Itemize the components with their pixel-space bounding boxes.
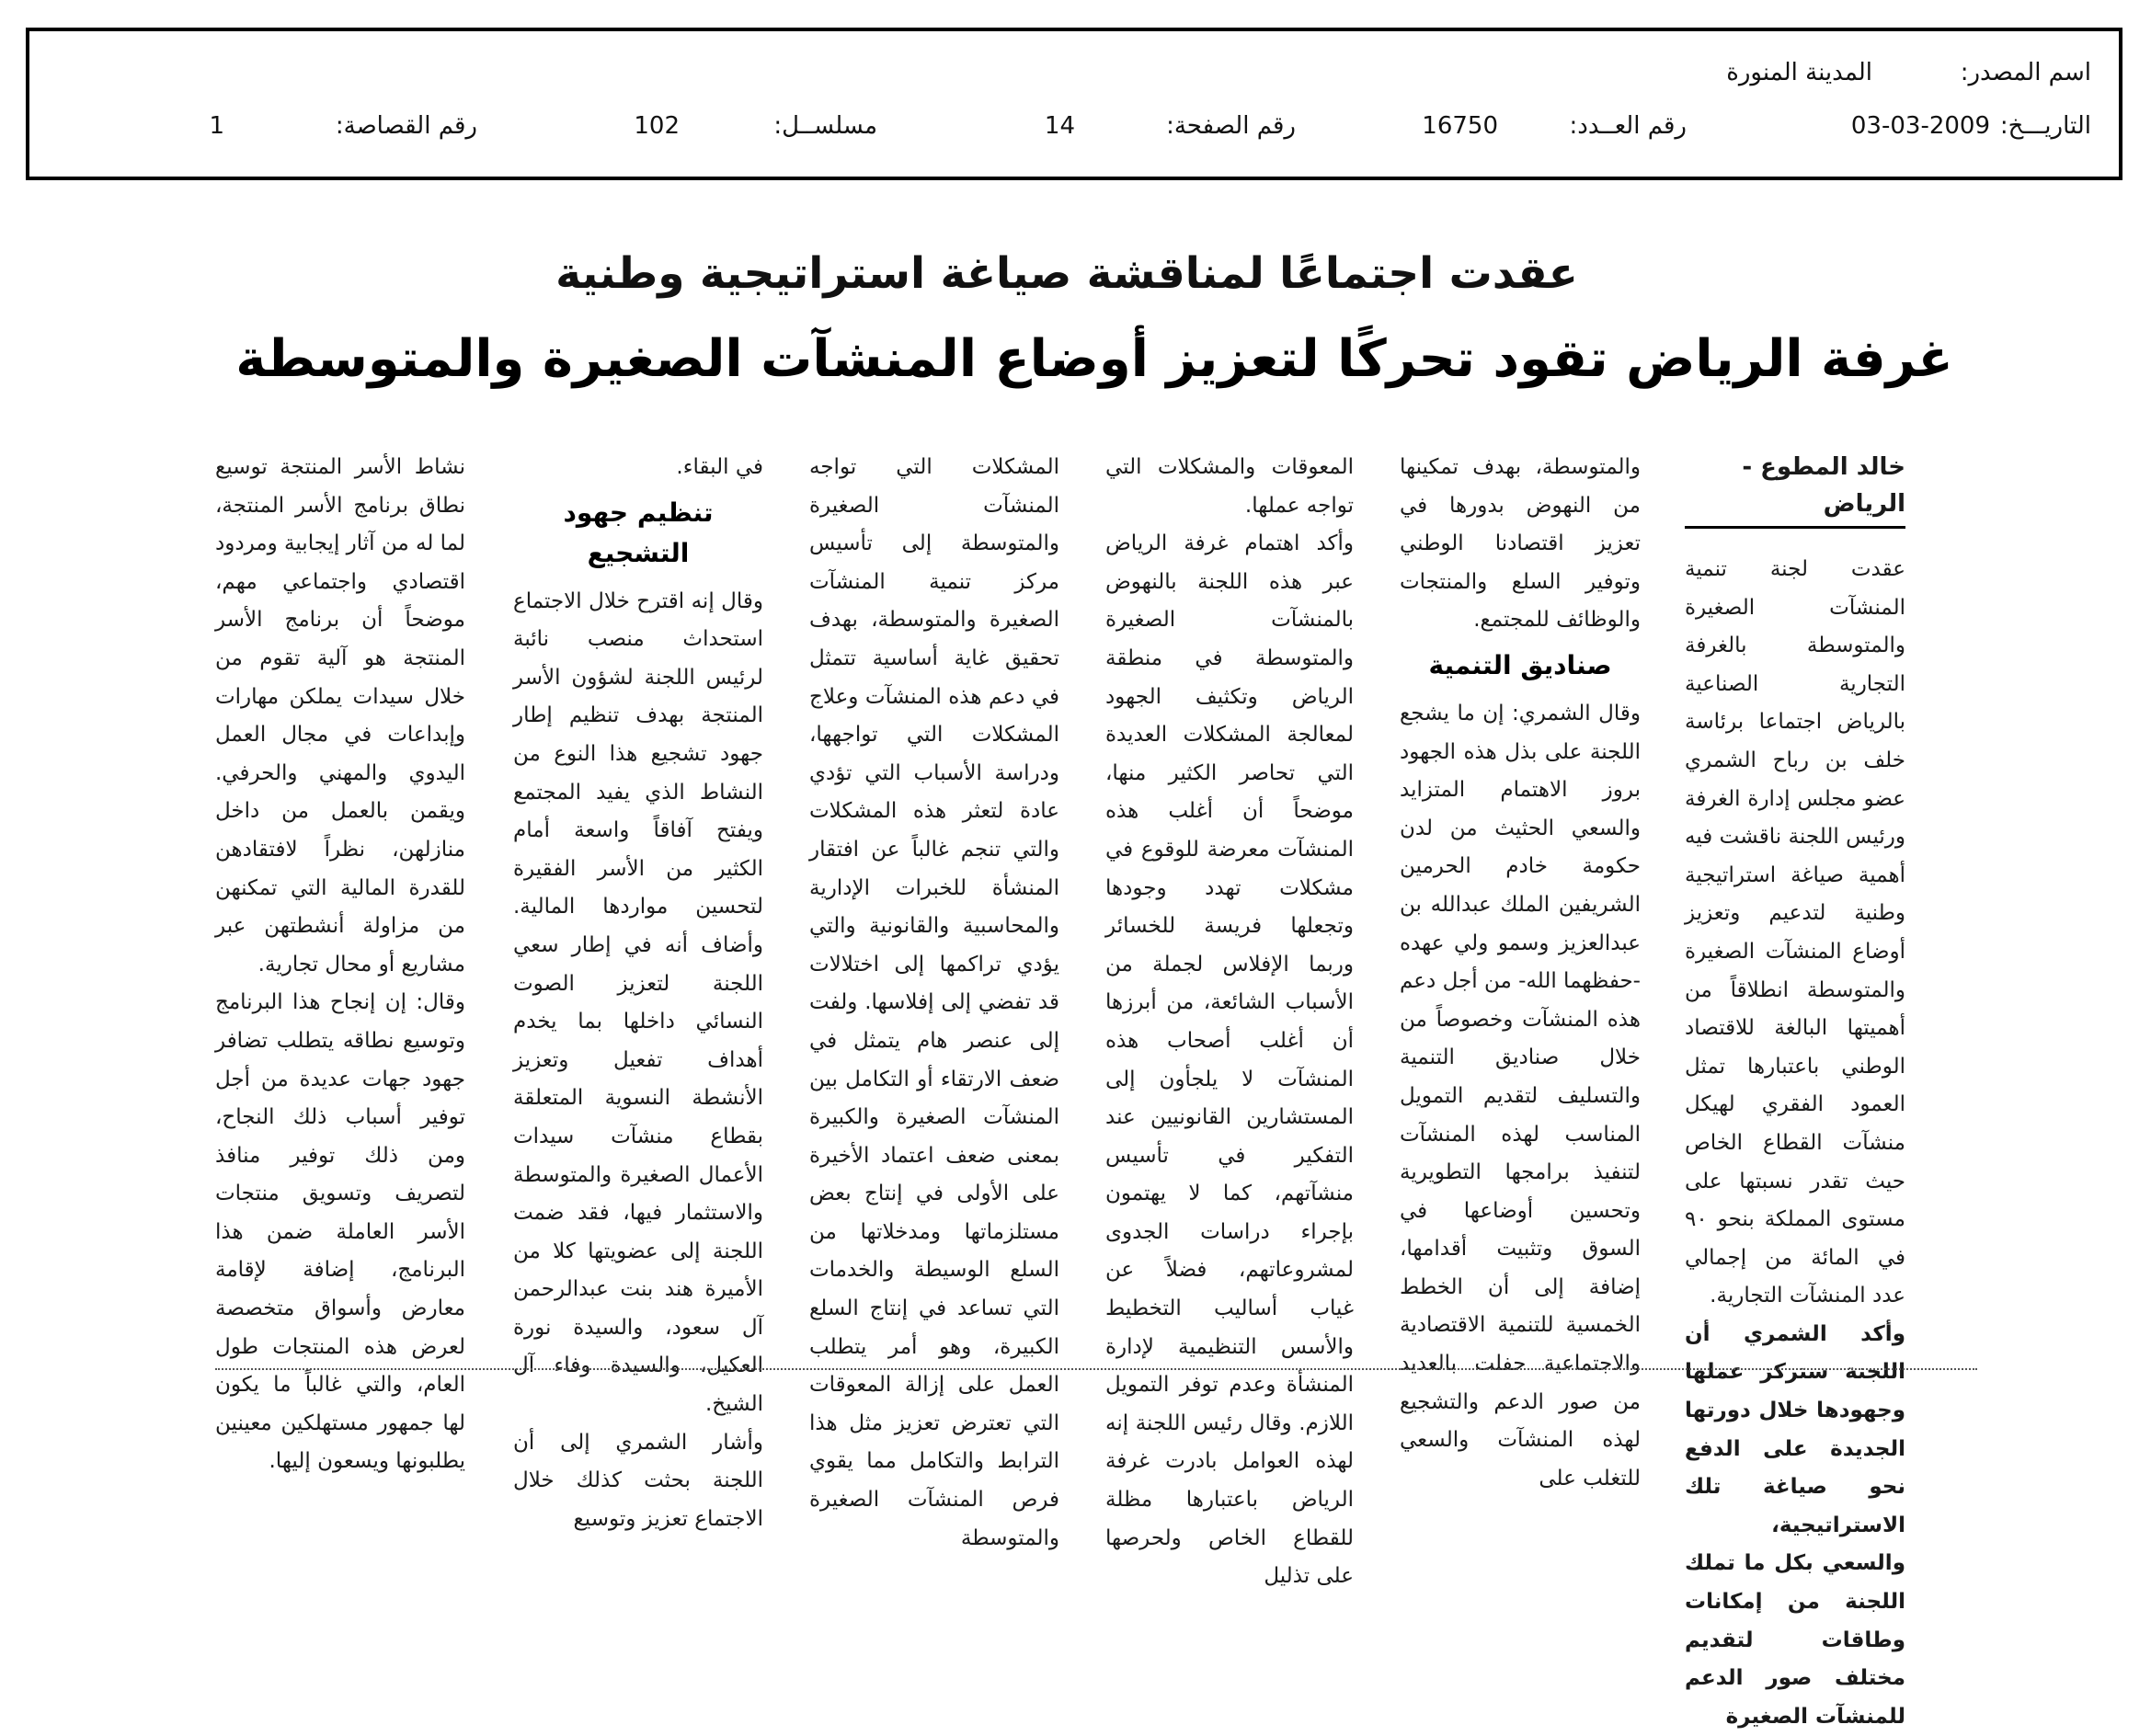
article-column-4	[809, 449, 1059, 1550]
clip-label: رقم القصاصة:	[335, 112, 477, 140]
article-column-5	[513, 449, 763, 1531]
paragraph: وقال إنه اقترح خلال الاجتماع استحداث منصب نائبة لرئيس اللجنة لشؤون الأسر المنتجة بهدف تنظيم إطار جهود تشجيع هذا النوع من النشاط الذي يفيد المجتمع ويفتح آفاقاً واسعة أمام الكثير من الأسر الفقيرة لتحسين مواردها المالية. وأضاف أنه في إطار سعي اللجنة لتعزيز الصوت النسائي داخلها بما يخدم أهداف تفعيل وتعزيز الأنشطة النسوية المتعلقة بقطاع منشآت سيدات الأعمال الصغيرة والمتوسطة والاستثمار فيها، فقد ضمت اللجنة إلى عضويتها كلا من الأميرة هند بنت عبدالرحمن آل سعود، والسيدة نورة العكيل، والسيدة وفاء آل الشيخ.	[513, 588, 763, 1417]
paragraph: وقال: إن إنجاح هذا البرنامج وتوسيع نطاقه يتطلب تضافر جهود جهات عديدة من أجل توفير أسباب ذلك النجاح، ومن ذلك توفير منافذ لتصريف وتسويق منتجات الأسر العاملة ضمن هذا البرنامج، إضافة لإقامة معارض وأسواق متخصصة لعرض هذه المنتجات طول العام، والتي غالباً ما يكون لها جمهور مستهلكين معينين يطلبونها ويسعون إليها.	[215, 990, 465, 1474]
source-value: المدينة المنورة	[1726, 59, 1872, 86]
issue-label: رقم العــدد:	[1569, 112, 1687, 140]
paragraph: المشكلات التي تواجه المنشآت الصغيرة والمتوسطة إلى تأسيس مركز تنمية المنشآت الصغيرة والمتوسطة، بهدف تحقيق غاية أساسية تتمثل في دعم هذه المنشآت وعلاج المشكلات التي تواجهها، ودراسة الأسباب التي تؤدي عادة لتعثر هذه المشكلات والتي تنجم غالباً عن افتقار المنشأة للخبرات الإدارية والمحاسبية والقانونية والتي يؤدي تراكمها إلى اختلالات قد تفضي إلى إفلاسها. ولفت إلى عنصر هام يتمثل في ضعف الارتقاء أو التكامل بين المنشآت الصغيرة والكبيرة بمعنى ضعف اعتماد الأخيرة على الأولى في إنتاج بعض مستلزماتها ومدخلاتها من السلع الوسيطة والخدمات التي تساعد في إنتاج السلع الكبيرة، وهو أمر يتطلب العمل على إزالة المعوقات التي تعترض تعزيز مثل هذا الترابط والتكامل مما يقوي فرص المنشآت الصغيرة والمتوسطة	[809, 455, 1059, 1550]
date-value: 03-03-2009	[1850, 112, 1990, 140]
clip-value: 1	[209, 112, 224, 140]
paragraph: والمتوسطة، بهدف تمكينها من النهوض بدورها في تعزيز اقتصادنا الوطني وتوفير السلع والمنتجات والوظائف للمجتمع.	[1400, 455, 1641, 633]
paragraph: وأشار الشمري إلى أن اللجنة بحثت كذلك خلال الاجتماع تعزيز وتوسيع	[513, 1430, 763, 1531]
paragraph: وقال الشمري: إن ما يشجع اللجنة على بذل هذه الجهود بروز الاهتمام المتزايد والسعي الحثيث من لدن حكومة خادم الحرمين الشريفين الملك عبدالله بن عبدالعزيز وسمو ولي عهده -حفظهما الله- من أجل دعم هذه المنشآت وخصوصاً من خلال صناديق التنمية والتسليف لتقديم التمويل المناسب لهذه المنشآت لتنفيذ برامجها التطويرية وتحسين أوضاعها في السوق وتثبيت أقدامها، إضافة إلى أن الخطط الخمسية للتنمية الاقتصادية والاجتماعية حفلت بالعديد من صور الدعم والتشجيع لهذه المنشآت والسعي للتغلب على	[1400, 701, 1641, 1490]
subheading: صناديق التنمية	[1428, 649, 1612, 680]
source-label: اسم المصدر:	[1960, 59, 2091, 86]
article-kicker: عقدت اجتماعًا لمناقشة صياغة استراتيجية وطنية	[555, 248, 1578, 299]
subheading: تنظيم جهود التشجيع	[563, 497, 714, 568]
article-headline: غرفة الرياض تقود تحركًا لتعزيز أوضاع المنشآت الصغيرة والمتوسطة	[235, 329, 1953, 389]
clipping-metadata-box	[26, 28, 2122, 180]
article-column-1	[1685, 449, 1905, 1729]
article-column-3	[1105, 449, 1354, 1589]
article-column-6	[215, 449, 465, 1474]
paragraph: وأكد الشمري أن اللجنة ستركز عملها وجهودها خلال دورتها الجديدة على الدفع نحو صياغة تلك الاستراتيجية، والسعي بكل ما تملك اللجنة من إمكانات وطاقات لتقديم مختلف صور الدعم للمنشآت الصغيرة	[1685, 1321, 1905, 1729]
article-bottom-rule	[215, 1368, 1977, 1370]
serial-label: مسلســل:	[773, 112, 877, 140]
paragraph: المعوقات والمشكلات التي تواجه عملها.	[1105, 455, 1354, 518]
paragraph: نشاط الأسر المنتجة توسيع نطاق برنامج الأسر المنتجة، لما له من آثار إيجابية ومردود اقتصادي واجتماعي مهم، موضحاً أن برنامج الأسر المنتجة هو آلية تقوم من خلال سيدات يملكن مهارات وإبداعات في مجال العمل اليدوي والمهني والحرفي. ويقمن بالعمل من داخل منازلهن، نظراً لافتقادهن للقدرة المالية التي تمكنهن من مزاولة أنشطتهن عبر مشاريع أو محال تجارية.	[215, 455, 465, 976]
paragraph: عقدت لجنة تنمية المنشآت الصغيرة والمتوسطة بالغرفة التجارية الصناعية بالرياض اجتماعا برئاسة خلف بن رباح الشمري عضو مجلس إدارة الغرفة ورئيس اللجنة ناقشت فيه أهمية صياغة استراتيجية وطنية لتدعيم وتعزيز أوضاع المنشآت الصغيرة والمتوسطة انطلاقاً من أهميتها البالغة للاقتصاد الوطني باعتبارها تمثل العمود الفقري لهيكل منشآت القطاع الخاص حيث تقدر نسبتها على مستوى المملكة بنحو ٩٠ في المائة من إجمالي عدد المنشآت التجارية.	[1685, 557, 1905, 1308]
paragraph: وأكد اهتمام غرفة الرياض عبر هذه اللجنة بالنهوض بالمنشآت الصغيرة والمتوسطة في منطقة الرياض وتكثيف الجهود لمعالجة المشكلات العديدة التي تحاصر الكثير منها، موضحاً أن أغلب هذه المنشآت معرضة للوقوع في مشكلات تهدد وجودها وتجعلها فريسة للخسائر وربما الإفلاس لجملة من الأسباب الشائعة، من أبرزها أن أغلب أصحاب هذه المنشآت لا يلجأون إلى المستشارين القانونيين عند التفكير في تأسيس منشآتهم، كما لا يهتمون بإجراء دراسات الجدوى لمشروعاتهم، فضلاً عن غياب أساليب التخطيط والأسس التنظيمية لإدارة المنشأة وعدم توفر التمويل اللازم. وقال رئيس اللجنة إنه لهذه العوامل بادرت غرفة الرياض باعتبارها مظلة للقطاع الخاص ولحرصها على تذليل	[1105, 531, 1354, 1589]
issue-value: 16750	[1422, 112, 1498, 140]
serial-value: 102	[634, 112, 680, 140]
article-byline: خالد المطوع - الرياض	[1685, 449, 1905, 529]
paragraph: في البقاء.	[676, 455, 763, 479]
article-column-2	[1400, 449, 1641, 1490]
date-label: التاريـــخ:	[1999, 112, 2091, 140]
page-label: رقم الصفحة:	[1166, 112, 1296, 140]
page-value: 14	[1044, 112, 1075, 140]
